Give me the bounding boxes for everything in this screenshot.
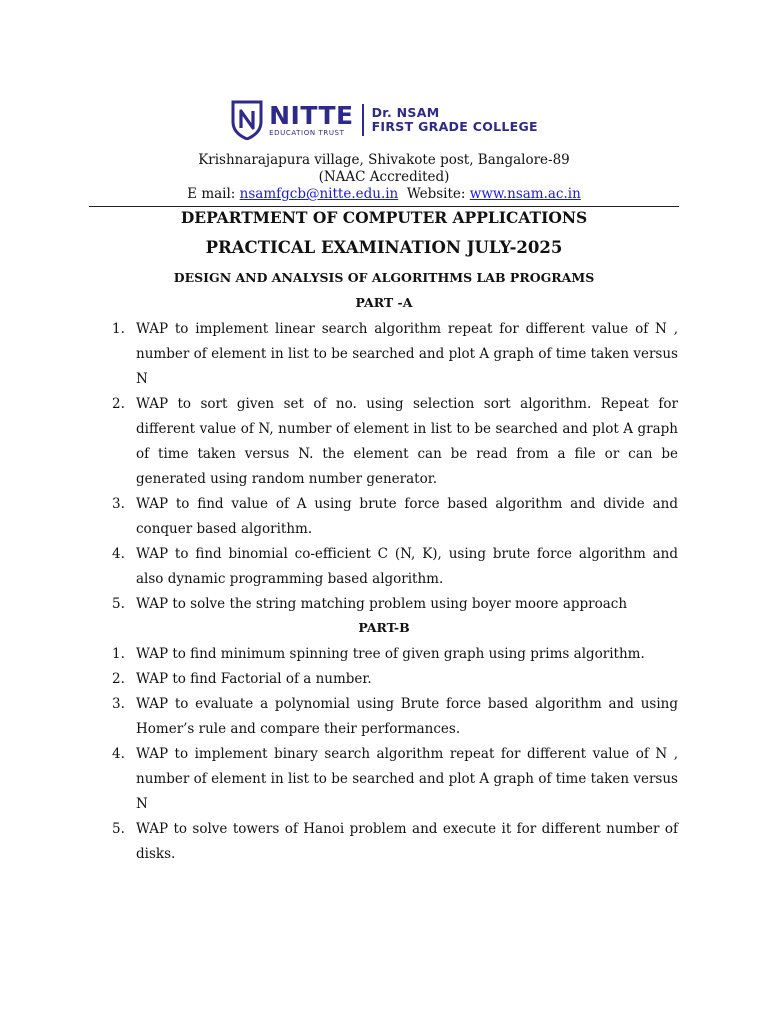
email-label: E mail: <box>187 186 236 202</box>
list-item <box>112 742 678 817</box>
logo-divider <box>362 104 364 136</box>
list-item <box>112 392 678 492</box>
list-item <box>112 542 678 592</box>
list-item <box>112 817 678 867</box>
list-item <box>112 492 678 542</box>
item-text: WAP to find Factorial of a number. <box>136 671 372 687</box>
college-line-1: Dr. NSAM <box>371 105 440 120</box>
item-text: WAP to implement linear search algorithm repeat for different value of N , number of element in list to be searched and plot A graph of time taken versus N <box>136 321 678 387</box>
item-number: 4. <box>112 546 125 562</box>
header-divider <box>89 206 679 207</box>
exam-title: PRACTICAL EXAMINATION JULY-2025 <box>205 238 563 257</box>
accreditation: (NAAC Accredited) <box>318 169 450 185</box>
part-a-list <box>112 317 678 617</box>
item-text: WAP to find minimum spinning tree of given graph using prims algorithm. <box>136 646 645 662</box>
department-title: DEPARTMENT OF COMPUTER APPLICATIONS <box>180 208 588 227</box>
part-b-list <box>112 642 678 867</box>
item-text: WAP to sort given set of no. using selection sort algorithm. Repeat for different value of N, number of element in list to be searched and plot A graph of time taken versus N. the element can be read from a file or can be generated using random number generator. <box>136 396 678 487</box>
item-number: 3. <box>112 696 125 712</box>
item-text: WAP to solve towers of Hanoi problem and execute it for different number of disks. <box>136 821 678 862</box>
part-a-heading: PART -A <box>355 295 413 310</box>
website-link[interactable]: www.nsam.ac.in <box>469 186 581 202</box>
item-number: 1. <box>112 646 125 662</box>
list-item <box>112 642 678 667</box>
item-number: 5. <box>112 596 125 612</box>
college-line-2: FIRST GRADE COLLEGE <box>371 119 538 134</box>
email-link[interactable]: nsamfgcb@nitte.edu.in <box>239 186 399 202</box>
part-b-heading: PART-B <box>358 620 410 635</box>
list-item <box>112 317 678 392</box>
list-item <box>112 692 678 742</box>
item-number: 2. <box>112 396 125 412</box>
item-number: 5. <box>112 821 125 837</box>
item-number: 3. <box>112 496 125 512</box>
item-text: WAP to solve the string matching problem using boyer moore approach <box>136 596 628 612</box>
brand-subtitle: EDUCATION TRUST <box>269 128 345 137</box>
item-text: WAP to implement binary search algorithm repeat for different value of N , number of element in list to be searched and plot A graph of time taken versus N <box>136 746 678 812</box>
list-item <box>112 667 678 692</box>
item-text: WAP to evaluate a polynomial using Brute force based algorithm and using Homer’s rule and compare their performances. <box>136 696 678 737</box>
item-text: WAP to find binomial co-efficient C (N, K), using brute force algorithm and also dynamic programming based algorithm. <box>136 546 678 587</box>
brand-name: NITTE <box>269 100 354 130</box>
website-label: Website: <box>406 186 466 202</box>
subject-title: DESIGN AND ANALYSIS OF ALGORITHMS LAB PROGRAMS <box>173 270 595 285</box>
list-item <box>112 592 678 617</box>
brand-block <box>269 100 354 138</box>
item-number: 1. <box>112 321 125 337</box>
item-text: WAP to find value of A using brute force based algorithm and divide and conquer based algorithm. <box>136 496 678 537</box>
logo <box>0 96 768 144</box>
item-number: 4. <box>112 746 125 762</box>
contact-line <box>0 186 768 203</box>
address: Krishnarajapura village, Shivakote post, Bangalore-89 <box>198 152 570 168</box>
item-number: 2. <box>112 671 125 687</box>
college-name <box>372 106 538 134</box>
nitte-shield-icon <box>230 100 264 140</box>
letterhead <box>0 96 768 203</box>
